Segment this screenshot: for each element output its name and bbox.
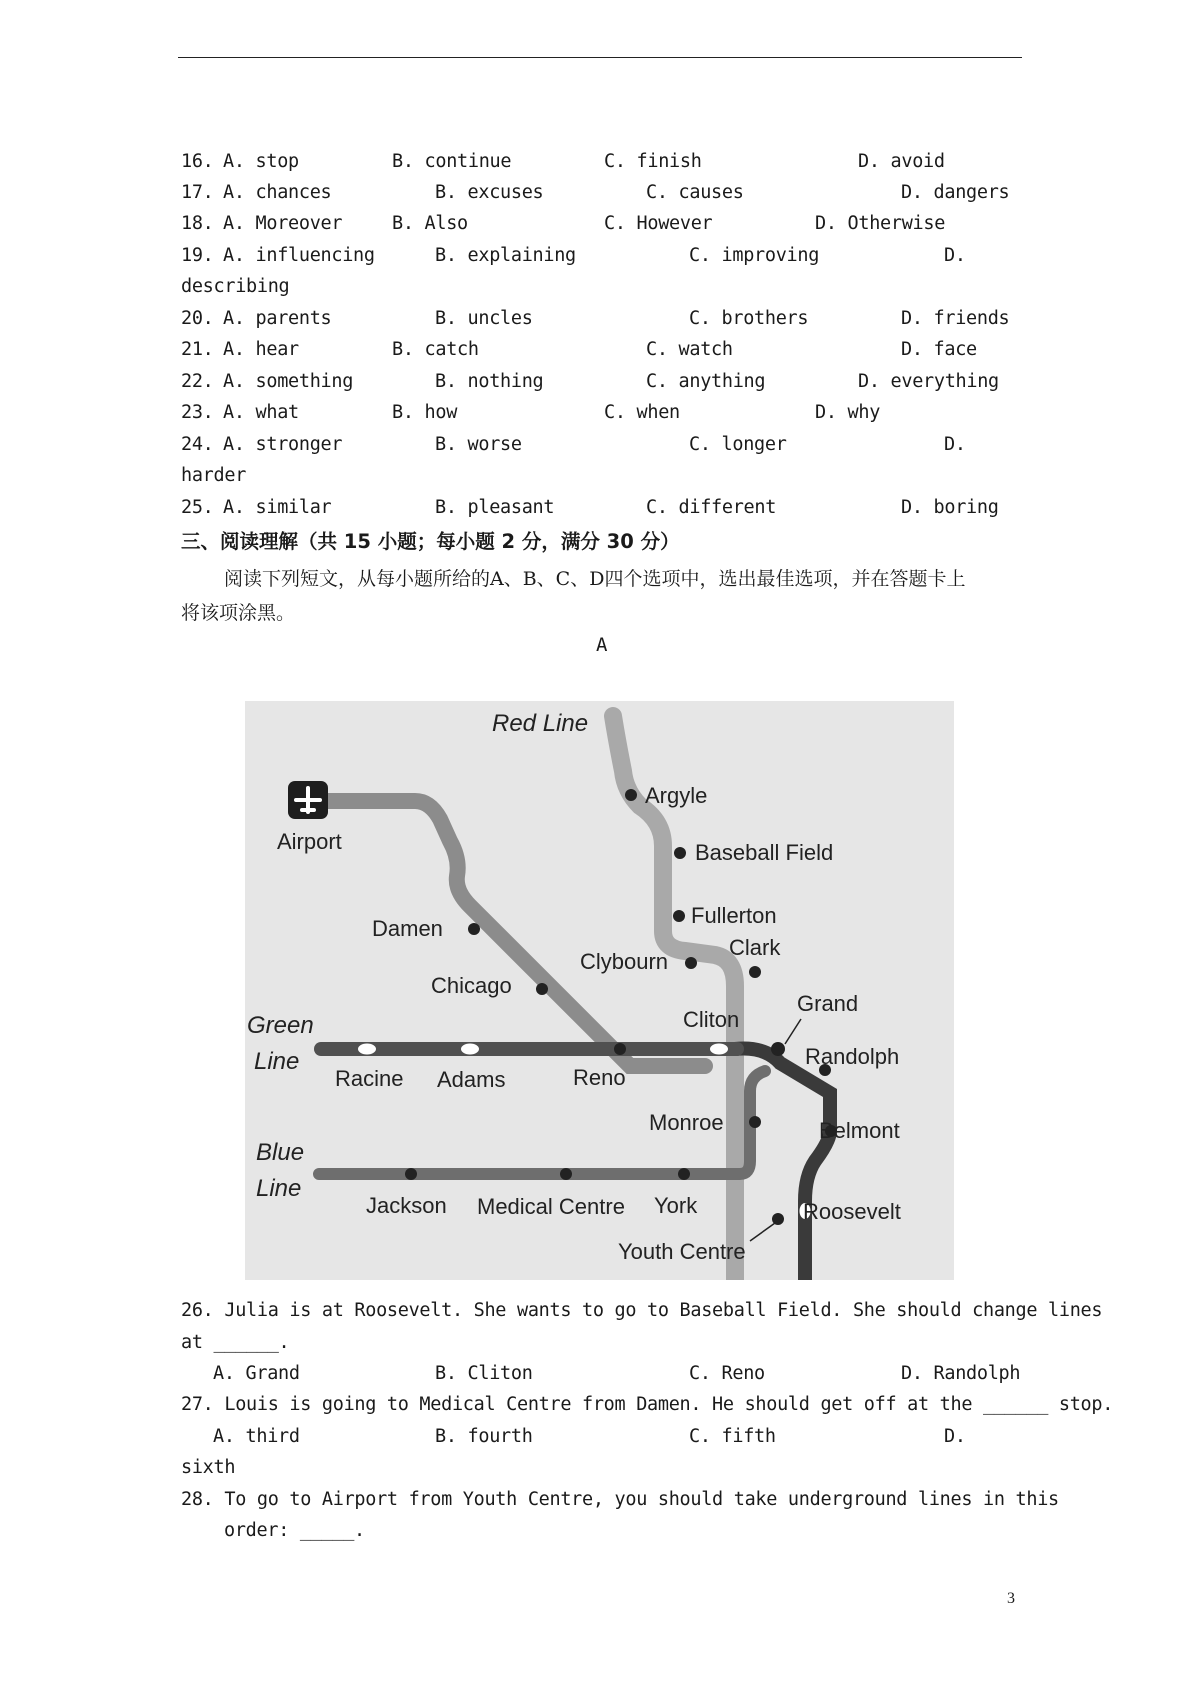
cloze-option-b: B. continue [392,151,512,172]
cloze-option-b: B. Also [392,213,468,234]
cloze-question-number: 23. [181,402,214,423]
station-dot [536,983,548,995]
q27-option-d-wrap: sixth [181,1457,236,1478]
cloze-option-d: D. avoid [858,151,945,172]
cloze-option-c: C. causes [646,182,744,203]
cloze-option-c: C. longer [689,434,787,455]
cloze-option-d: D. why [815,402,881,423]
q27-option-d: D. [944,1426,966,1447]
cloze-option-d: D. Otherwise [815,213,946,234]
cloze-option-wrap: harder [181,465,247,486]
cloze-option-c: C. anything [646,371,766,392]
station-york: York [654,1193,698,1218]
cloze-option-a: A. influencing [223,245,375,266]
station-dot-white [710,1044,728,1055]
cloze-question-number: 20. [181,308,214,329]
station-belmont: Belmont [819,1118,900,1143]
cloze-option-c: C. when [604,402,680,423]
cloze-option-a: A. hear [223,339,299,360]
cloze-option-wrap: describing [181,276,290,297]
station-damen: Damen [372,916,443,941]
green-line-label-2: Line [254,1048,300,1075]
station-dot [673,910,685,922]
cloze-question-number: 25. [181,497,214,518]
cloze-option-b: B. worse [435,434,522,455]
cloze-option-a: A. chances [223,182,332,203]
red-line-label: Red Line [492,710,589,737]
section-heading: 三、阅读理解（共 15 小题；每小题 2 分，满分 30 分） [181,530,680,553]
cloze-question-number: 18. [181,213,214,234]
cloze-option-b: B. pleasant [435,497,555,518]
cloze-option-b: B. nothing [435,371,544,392]
station-dot [560,1168,572,1180]
cloze-question-number: 16. [181,151,214,172]
cloze-option-a: A. Moreover [223,213,343,234]
cloze-option-b: B. catch [392,339,479,360]
q26-stem-line-2: at ______. [181,1332,290,1353]
q27-stem-line-1: 27. Louis is going to Medical Centre from Damen. He should get off at the ______ stop. [181,1394,1114,1415]
q26-option-c: C. Reno [689,1363,765,1384]
cloze-option-b: B. excuses [435,182,544,203]
header-rule [178,57,1022,58]
q26-option-d: D. Randolph [901,1363,1021,1384]
airport-label: Airport [277,829,342,854]
station-dot [678,1168,690,1180]
instruction-line-1: 阅读下列短文，从每小题所给的A、B、C、D四个选项中，选出最佳选项，并在答题卡上 [224,568,966,590]
station-dot [749,1116,761,1128]
station-cliton: Cliton [683,1007,740,1032]
cloze-option-c: C. watch [646,339,733,360]
cloze-option-d: D. friends [901,308,1010,329]
station-dot [405,1168,417,1180]
cloze-option-a: A. what [223,402,299,423]
blue-line-label-1: Blue [256,1139,305,1166]
station-baseball-field: Baseball Field [695,840,834,865]
q28-stem-line-2: order: _____. [224,1520,365,1541]
cloze-option-c: C. brothers [689,308,809,329]
station-dot-white [358,1044,376,1055]
cloze-option-b: B. explaining [435,245,576,266]
station-dot [625,789,637,801]
cloze-question-number: 24. [181,434,214,455]
station-adams: Adams [437,1067,506,1092]
station-fullerton: Fullerton [691,903,777,928]
cloze-option-a: A. something [223,371,354,392]
cloze-option-c: C. different [646,497,777,518]
station-dot [749,966,761,978]
station-clybourn: Clybourn [580,949,669,974]
cloze-option-a: A. stop [223,151,299,172]
q27-option-a: A. third [213,1426,300,1447]
cloze-option-b: B. uncles [435,308,533,329]
passage-letter: A [596,634,608,656]
station-grand: Grand [797,991,859,1016]
cloze-option-d: D. everything [858,371,999,392]
station-clark: Clark [729,935,781,960]
station-argyle: Argyle [645,783,708,808]
instruction-line-2: 将该项涂黑。 [181,602,296,624]
green-line-label-1: Green [247,1012,314,1039]
cloze-question-number: 17. [181,182,214,203]
q26-option-b: B. Cliton [435,1363,533,1384]
cloze-option-d: D. [944,245,966,266]
q28-stem-line-1: 28. To go to Airport from Youth Centre, you should take underground lines in this [181,1489,1059,1510]
station-roosevelt: Roosevelt [803,1199,901,1224]
subway-map [245,701,954,1280]
cloze-option-d: D. dangers [901,182,1010,203]
station-youth-centre: Youth Centre [618,1239,746,1264]
cloze-option-a: A. similar [223,497,332,518]
station-racine: Racine [335,1066,404,1091]
station-dot [771,1042,785,1056]
station-jackson: Jackson [366,1193,447,1218]
cloze-option-d: D. face [901,339,977,360]
cloze-option-d: D. [944,434,966,455]
station-chicago: Chicago [431,973,512,998]
q26-option-a: A. Grand [213,1363,300,1384]
cloze-option-a: A. stronger [223,434,343,455]
leader-line [785,1019,801,1044]
station-monroe: Monroe [649,1110,724,1135]
station-randolph: Randolph [805,1044,900,1069]
station-dot [685,957,697,969]
leader-line [750,1223,775,1241]
station-dot [674,847,686,859]
cloze-question-number: 22. [181,371,214,392]
cloze-option-c: C. However [604,213,713,234]
station-reno: Reno [573,1065,626,1090]
station-dot [468,923,480,935]
cloze-option-a: A. parents [223,308,332,329]
cloze-option-c: C. finish [604,151,702,172]
cloze-option-b: B. how [392,402,458,423]
q27-option-b: B. fourth [435,1426,533,1447]
station-medical-centre: Medical Centre [477,1194,625,1219]
cloze-option-c: C. improving [689,245,820,266]
cloze-question-number: 21. [181,339,214,360]
blue-line-label-2: Line [256,1175,302,1202]
cloze-question-number: 19. [181,245,214,266]
page-number: 3 [1007,1590,1015,1607]
station-dot-white [461,1044,479,1055]
q27-option-c: C. fifth [689,1426,776,1447]
cloze-option-d: D. boring [901,497,999,518]
station-dot [614,1043,626,1055]
q26-stem-line-1: 26. Julia is at Roosevelt. She wants to go to Baseball Field. She should change lines [181,1300,1103,1321]
